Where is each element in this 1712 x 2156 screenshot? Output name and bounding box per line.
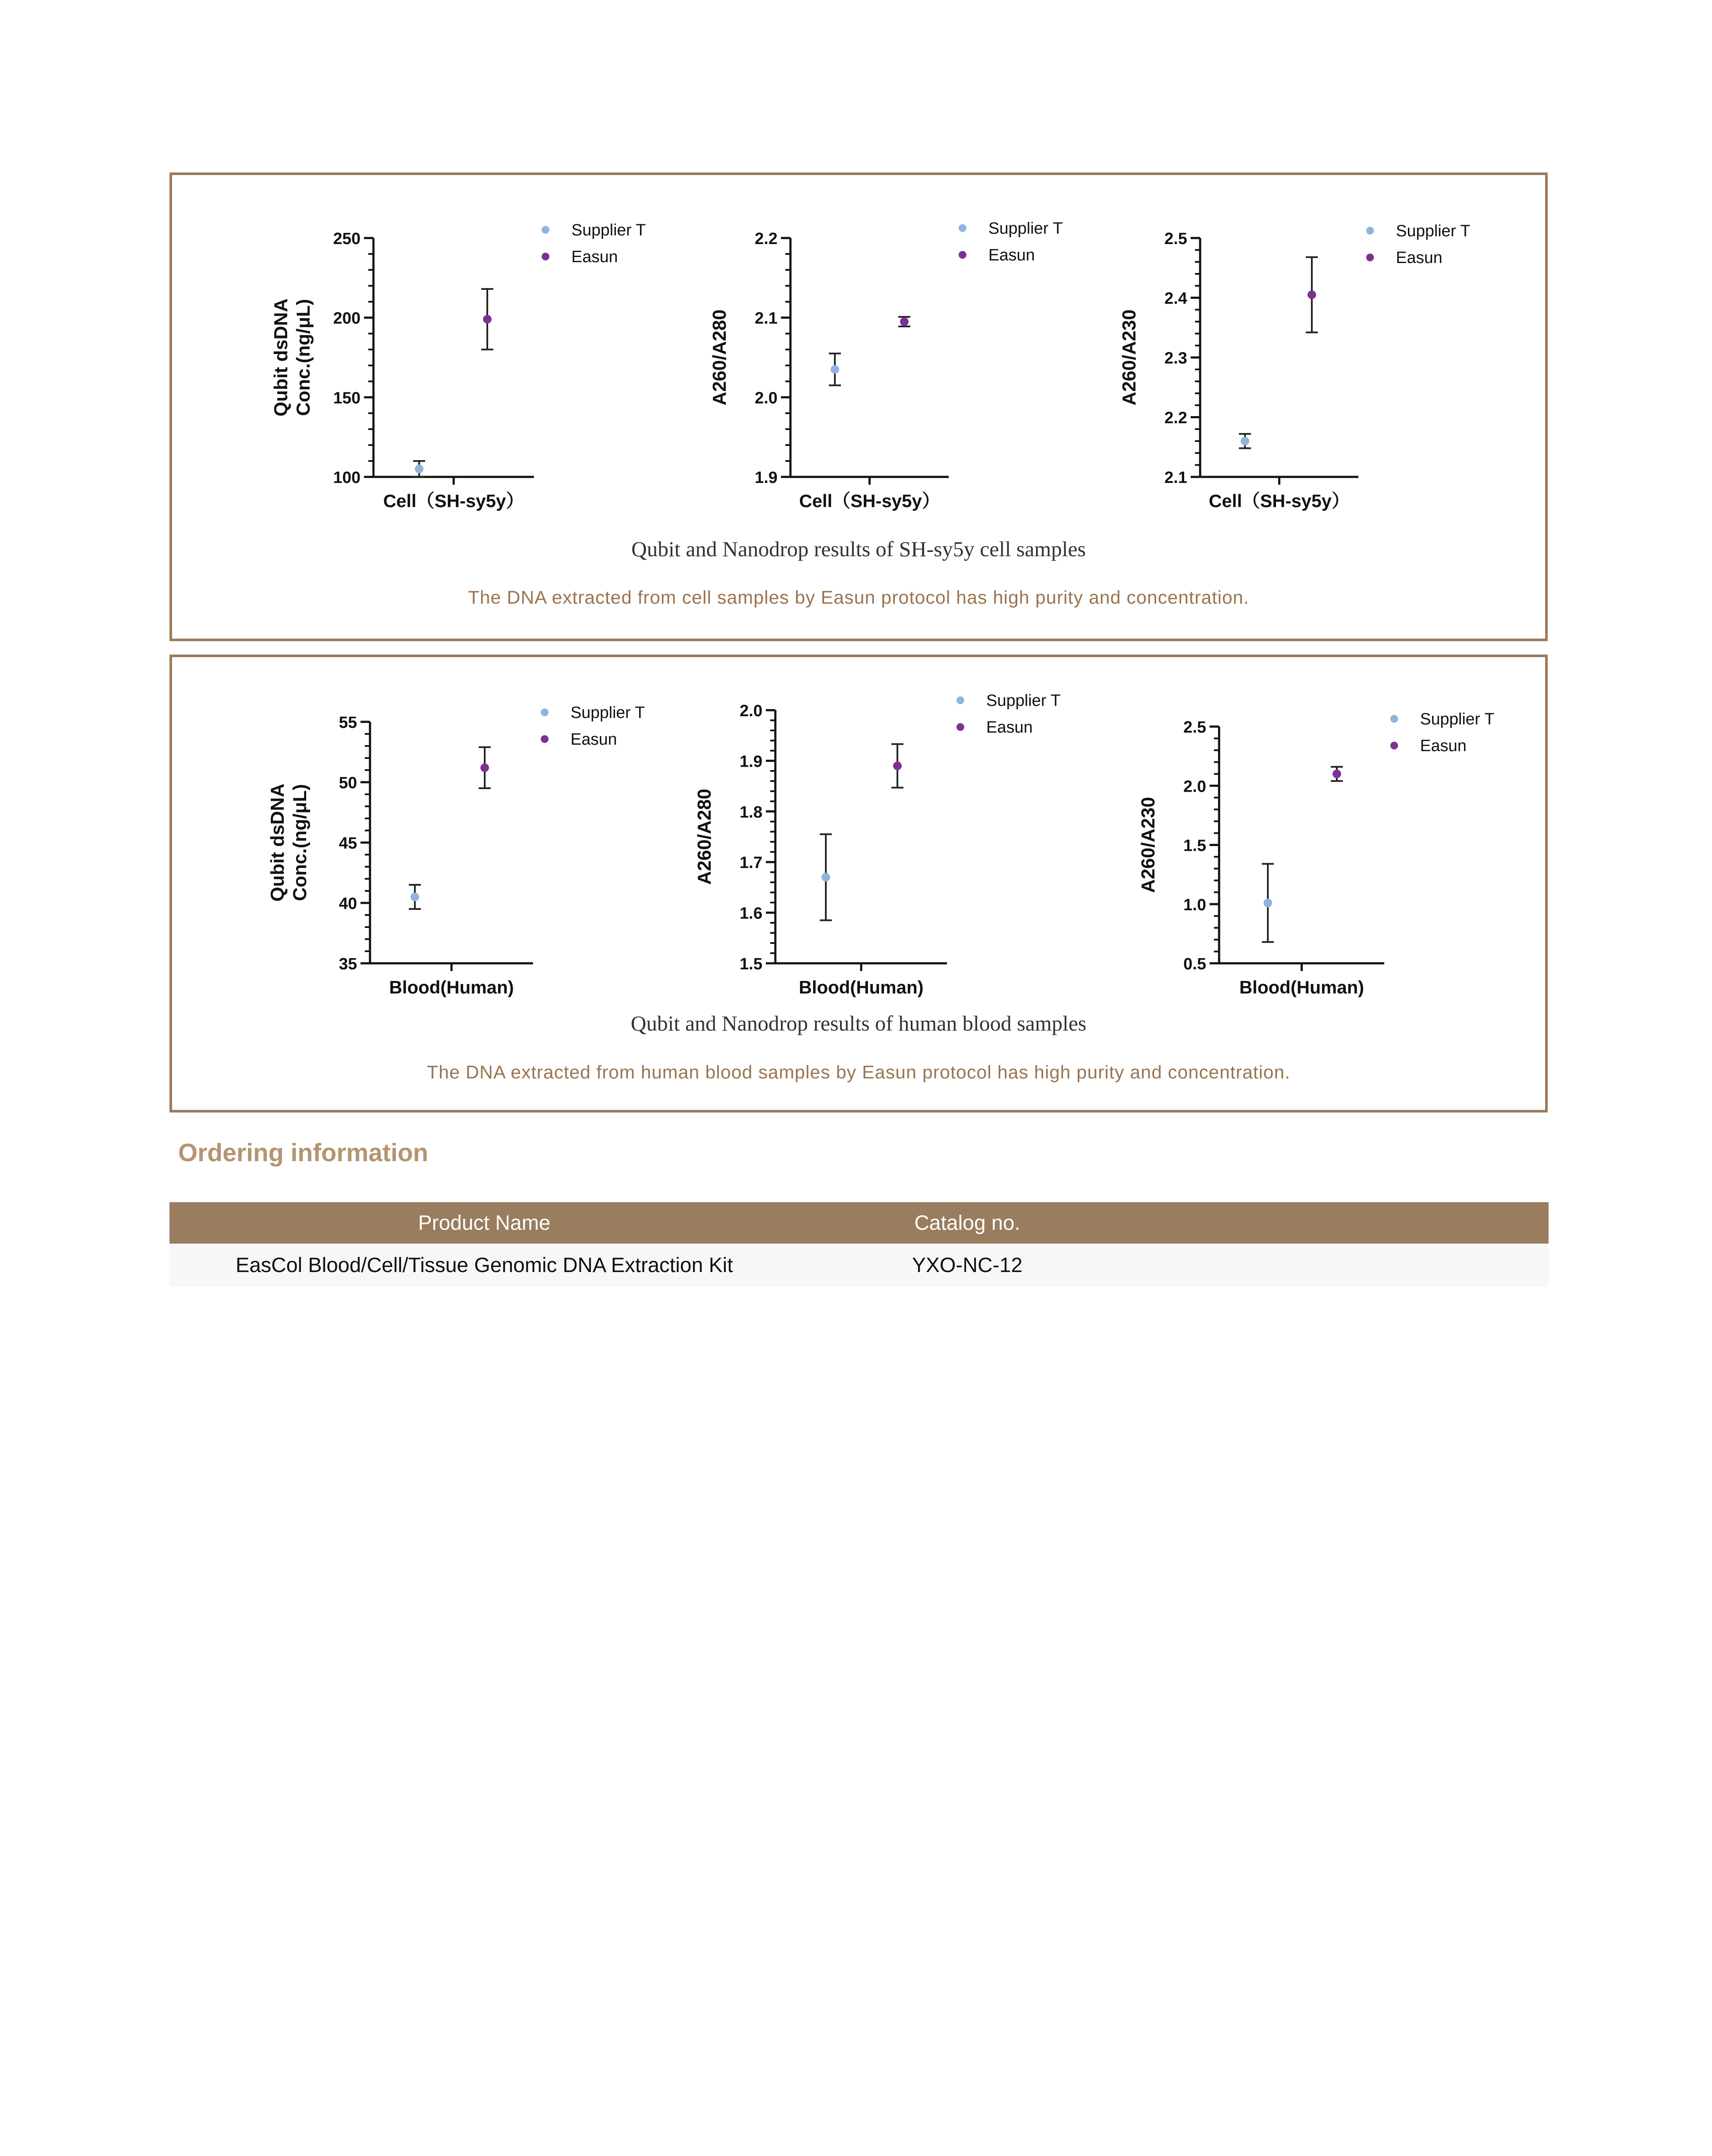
data-marker bbox=[831, 365, 839, 374]
data-marker bbox=[822, 873, 830, 881]
legend-label: Easun bbox=[986, 718, 1033, 736]
data-marker bbox=[480, 763, 489, 772]
legend-marker bbox=[1390, 715, 1398, 723]
y-tick-label: 2.1 bbox=[755, 309, 778, 328]
legend-label: Easun bbox=[571, 730, 617, 749]
data-point-easun bbox=[1331, 767, 1343, 781]
y-tick-label: 2.0 bbox=[740, 702, 762, 720]
x-category-label: Cell（SH-sy5y） bbox=[383, 491, 524, 511]
data-marker bbox=[411, 893, 419, 901]
chart-blood-a260-a230 bbox=[1116, 692, 1524, 1019]
y-tick-label: 2.5 bbox=[1183, 718, 1206, 736]
y-axis-title: A260/A230 bbox=[1119, 309, 1140, 406]
y-tick-label: 55 bbox=[339, 714, 357, 732]
ordering-table bbox=[169, 1202, 1549, 1287]
data-marker bbox=[1333, 770, 1341, 778]
chart-cell-a260-a230 bbox=[1097, 204, 1499, 533]
cell-panel-caption: Qubit and Nanodrop results of SH-sy5y cell samples bbox=[631, 537, 1086, 561]
y-tick-label: 50 bbox=[339, 774, 357, 792]
data-marker bbox=[415, 465, 423, 473]
y-axis-title: Qubit dsDNA bbox=[267, 783, 288, 902]
legend-marker bbox=[1366, 254, 1374, 261]
chart-cell-qubit bbox=[270, 204, 675, 533]
data-point-easun bbox=[1306, 257, 1318, 332]
x-category-label: Blood(Human) bbox=[1239, 977, 1364, 997]
y-axis-title: A260/A280 bbox=[709, 309, 730, 406]
y-tick-label: 45 bbox=[339, 834, 357, 852]
data-marker bbox=[1264, 899, 1272, 907]
y-tick-label: 2.5 bbox=[1164, 230, 1187, 248]
legend-marker bbox=[1390, 742, 1398, 749]
legend-label: Easun bbox=[1396, 249, 1442, 267]
y-tick-label: 1.6 bbox=[740, 904, 762, 923]
legend-marker bbox=[956, 696, 964, 704]
legend-label: Supplier T bbox=[988, 219, 1063, 238]
y-axis-title: A260/A230 bbox=[1138, 797, 1159, 893]
y-axis-title: Conc.(ng/μL) bbox=[289, 784, 310, 901]
legend-label: Supplier T bbox=[986, 692, 1061, 710]
y-tick-label: 2.0 bbox=[755, 389, 778, 407]
y-tick-label: 1.9 bbox=[740, 752, 762, 771]
legend-label: Easun bbox=[1420, 737, 1467, 755]
y-axis-title: Conc.(ng/μL) bbox=[293, 299, 314, 416]
y-tick-label: 0.5 bbox=[1183, 955, 1206, 973]
data-point-supplier-t bbox=[1262, 864, 1274, 942]
legend-label: Supplier T bbox=[1420, 710, 1495, 728]
ordering-table-header bbox=[169, 1202, 1549, 1244]
y-tick-label: 1.5 bbox=[1183, 837, 1206, 855]
legend-label: Supplier T bbox=[571, 704, 645, 722]
y-tick-label: 40 bbox=[339, 895, 357, 913]
blood-panel-caption: Qubit and Nanodrop results of human blood samples bbox=[630, 1011, 1087, 1035]
cell-panel-subcaption: The DNA extracted from cell samples by Easun protocol has high purity and concentration. bbox=[468, 587, 1249, 608]
y-tick-label: 2.4 bbox=[1164, 289, 1187, 308]
x-category-label: Cell（SH-sy5y） bbox=[799, 491, 940, 511]
y-tick-label: 150 bbox=[333, 389, 361, 407]
y-tick-label: 100 bbox=[333, 469, 361, 487]
legend-label: Easun bbox=[988, 246, 1035, 264]
chart-blood-a260-a280 bbox=[672, 676, 1090, 1019]
chart-blood-qubit bbox=[267, 687, 674, 1019]
data-marker bbox=[900, 317, 909, 326]
legend-marker bbox=[959, 251, 966, 259]
x-category-label: Blood(Human) bbox=[799, 977, 924, 997]
legend-marker bbox=[1366, 227, 1374, 235]
y-axis-title: A260/A280 bbox=[694, 789, 715, 885]
data-point-supplier-t bbox=[1239, 434, 1251, 448]
data-point-supplier-t bbox=[820, 834, 832, 921]
blood-panel-subcaption: The DNA extracted from human blood samples by Easun protocol has high purity and concentration. bbox=[426, 1062, 1291, 1083]
catalog-no-cell: YXO-NC-12 bbox=[912, 1253, 1023, 1277]
product-name-cell: EasCol Blood/Cell/Tissue Genomic DNA Extraction Kit bbox=[235, 1253, 733, 1277]
legend-marker bbox=[542, 253, 549, 260]
data-point-supplier-t bbox=[413, 461, 425, 477]
data-marker bbox=[483, 315, 492, 323]
y-tick-label: 1.8 bbox=[740, 803, 762, 821]
legend-label: Supplier T bbox=[1396, 222, 1471, 240]
y-axis-title: Qubit dsDNA bbox=[270, 298, 292, 417]
header-catalog-no: Catalog no. bbox=[914, 1211, 1020, 1235]
data-marker bbox=[1308, 291, 1316, 299]
y-tick-label: 200 bbox=[333, 309, 361, 328]
y-tick-label: 1.5 bbox=[740, 955, 762, 973]
data-point-easun bbox=[481, 289, 493, 349]
y-tick-label: 2.2 bbox=[1164, 409, 1187, 427]
y-tick-label: 1.0 bbox=[1183, 896, 1206, 914]
data-marker bbox=[893, 761, 902, 770]
y-tick-label: 1.9 bbox=[755, 469, 778, 487]
legend-marker bbox=[541, 708, 549, 716]
y-tick-label: 250 bbox=[333, 230, 361, 248]
data-point-supplier-t bbox=[829, 354, 841, 385]
legend-marker bbox=[542, 226, 549, 234]
y-tick-label: 1.7 bbox=[740, 854, 762, 872]
legend-label: Easun bbox=[571, 248, 618, 266]
data-point-easun bbox=[891, 744, 903, 788]
data-point-easun bbox=[479, 747, 491, 788]
header-product-name: Product Name bbox=[418, 1211, 551, 1235]
data-marker bbox=[1241, 437, 1249, 445]
table-row bbox=[169, 1244, 1549, 1287]
y-tick-label: 2.1 bbox=[1164, 469, 1187, 487]
data-point-easun bbox=[898, 317, 910, 326]
legend-marker bbox=[541, 735, 549, 743]
legend-label: Supplier T bbox=[571, 221, 646, 239]
y-tick-label: 2.2 bbox=[755, 230, 778, 248]
y-tick-label: 2.0 bbox=[1183, 777, 1206, 796]
legend-marker bbox=[956, 723, 964, 731]
x-category-label: Blood(Human) bbox=[389, 977, 514, 997]
y-tick-label: 35 bbox=[339, 955, 357, 973]
chart-cell-a260-a280 bbox=[687, 204, 1092, 533]
data-point-supplier-t bbox=[409, 885, 421, 909]
x-category-label: Cell（SH-sy5y） bbox=[1209, 491, 1350, 511]
legend-marker bbox=[959, 224, 966, 232]
y-tick-label: 2.3 bbox=[1164, 349, 1187, 367]
ordering-heading: Ordering information bbox=[178, 1139, 428, 1167]
